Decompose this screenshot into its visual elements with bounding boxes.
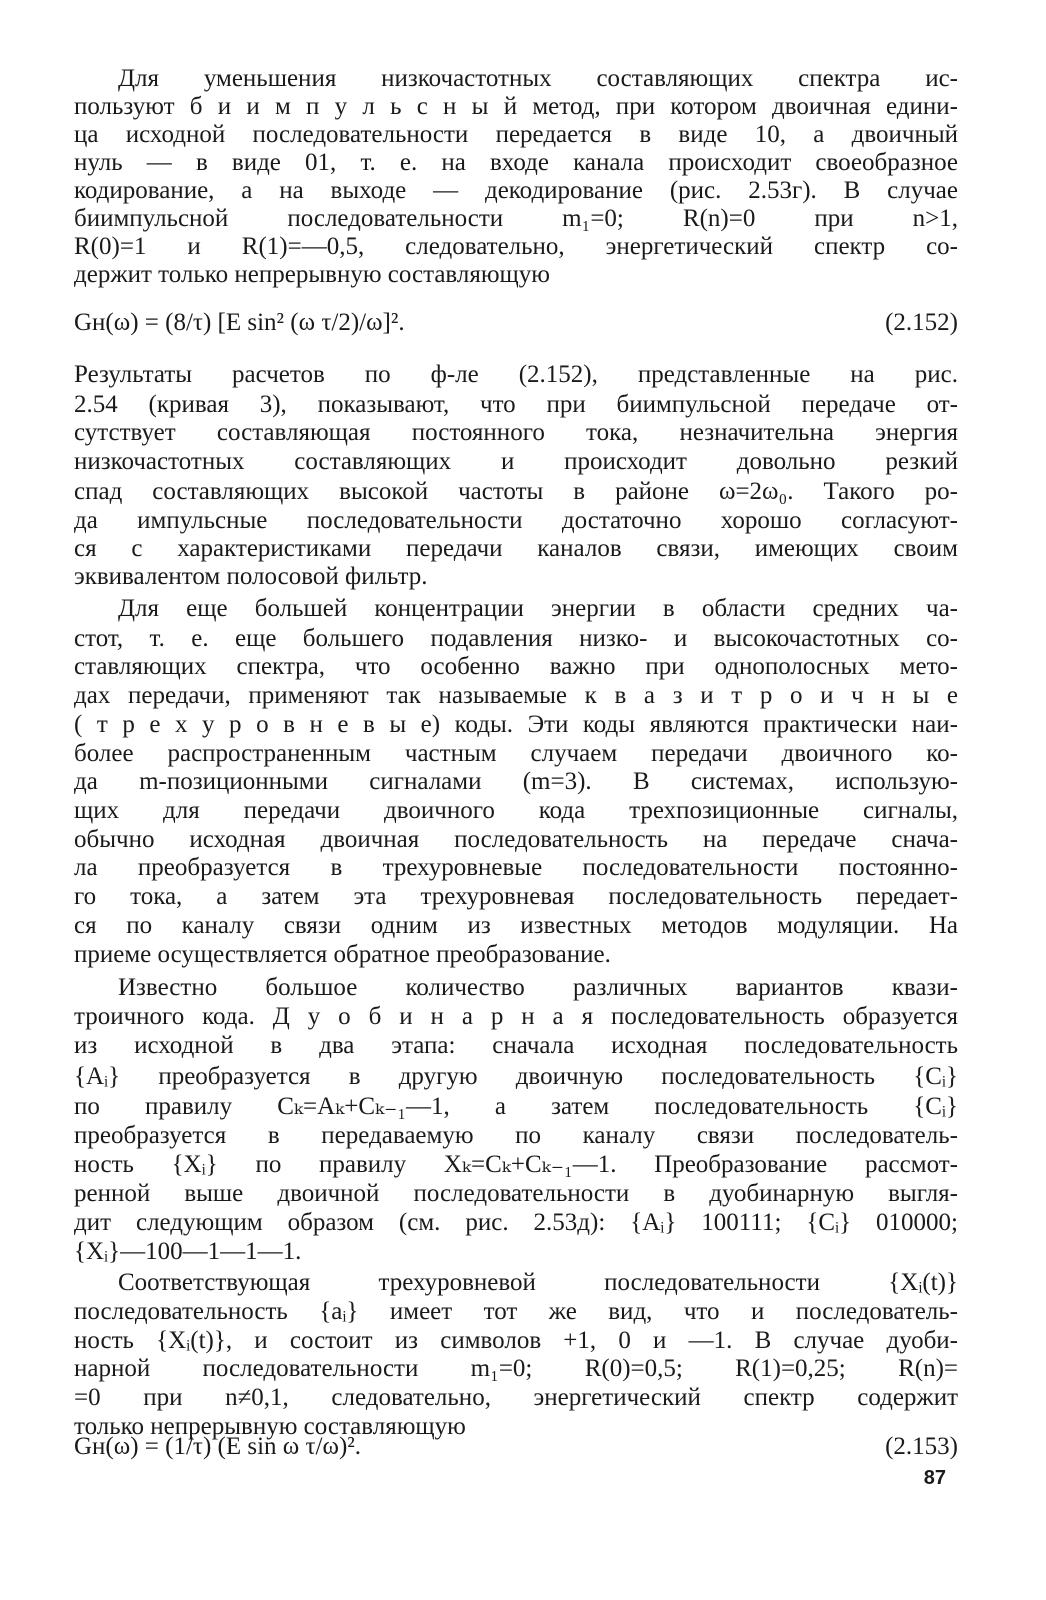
text-line: обычно исходная двоичная последовательность на передаче снача- bbox=[74, 826, 958, 853]
text-line: Для уменьшения низкочастотных составляющих спектра ис- bbox=[118, 65, 958, 92]
text-line: преобразуется в передаваемую по каналу связи последователь- bbox=[74, 1122, 958, 1149]
text-line: ность {Xᵢ(t)}, и состоит из символов +1, 0 и —1. В случае дуоби- bbox=[74, 1327, 958, 1354]
text-line: троичного кода. Д у о б и н а р н а я последовательность образуется bbox=[74, 1003, 958, 1030]
text-line: {Aᵢ} преобразуется в другую двоичную последовательность {Cᵢ} bbox=[74, 1063, 958, 1090]
text-line: го тока, а затем эта трехуровневая последовательность передает- bbox=[74, 883, 958, 910]
text-line: эквивалентом полосовой фильтр. bbox=[74, 563, 428, 590]
formula-line: Gн(ω) = (8/τ) [E sin² (ω τ/2)/ω]². bbox=[74, 309, 405, 336]
formula-line: Gн(ω) = (1/τ) (E sin ω τ/ω)². bbox=[74, 1433, 362, 1460]
text-line: нуль — в виде 01, т. е. на входе канала происходит своеобразное bbox=[74, 149, 958, 176]
text-line: держит только непрерывную составляющую bbox=[74, 261, 550, 288]
text-line: ( т р е х у р о в н е в ы е) коды. Эти коды являются практически наи- bbox=[74, 711, 958, 738]
text-line: ставляющих спектра, что особенно важно при однополосных мето- bbox=[74, 653, 958, 680]
text-line: последовательность {aᵢ} имеет тот же вид, что и последователь- bbox=[74, 1298, 958, 1325]
text-line: R(0)=1 и R(1)=—0,5, следовательно, энергетический спектр со- bbox=[74, 233, 958, 260]
text-line: приеме осуществляется обратное преобразование. bbox=[74, 941, 611, 968]
text-line: стот, т. е. еще большего подавления низко- и высокочастотных со- bbox=[74, 625, 958, 652]
text-line: {Xᵢ}—100—1—1—1. bbox=[74, 1238, 302, 1265]
text-line: ца исходной последовательности передается в виде 10, а двоичный bbox=[74, 121, 958, 148]
text-line: по правилу Cₖ=Aₖ+Cₖ₋₁—1, а затем последовательность {Cᵢ} bbox=[74, 1093, 958, 1120]
text-line: Соответствующая трехуровневой последовательности {Xᵢ(t)} bbox=[118, 1269, 958, 1296]
text-line: пользуют б и и м п у л ь с н ы й метод, при котором двоичная едини- bbox=[74, 93, 958, 120]
text-line: спад составляющих высокой частоты в районе ω=2ω₀. Такого ро- bbox=[74, 478, 958, 505]
text-line: =0 при n≠0,1, следовательно, энергетический спектр содержит bbox=[74, 1384, 958, 1411]
text-line: да импульсные последовательности достаточно хорошо согласуют- bbox=[74, 507, 958, 534]
text-line: Известно большое количество различных вариантов квази- bbox=[118, 974, 958, 1001]
text-line: ла преобразуется в трехуровневые последовательности постоянно- bbox=[74, 854, 958, 881]
text-line: более распространенным частным случаем передачи двоичного ко- bbox=[74, 740, 958, 767]
text-line: нарной последовательности m₁=0; R(0)=0,5; R(1)=0,25; R(n)= bbox=[74, 1355, 958, 1382]
text-line: ность {Xᵢ} по правилу Xₖ=Cₖ+Cₖ₋₁—1. Преобразование рассмот- bbox=[74, 1151, 958, 1178]
text-line: 2.54 (кривая 3), показывают, что при биимпульсной передаче от- bbox=[74, 391, 958, 418]
text-line: щих для передачи двоичного кода трехпозиционные сигналы, bbox=[74, 797, 958, 824]
text-line: низкочастотных составляющих и происходит довольно резкий bbox=[74, 448, 958, 475]
text-line: Для еще большей концентрации энергии в области средних ча- bbox=[118, 595, 958, 622]
equation-number-2-152: (2.152) bbox=[885, 309, 958, 336]
text-line: Результаты расчетов по ф-ле (2.152), представленные на рис. bbox=[74, 361, 958, 388]
text-line: дах передачи, применяют так называемые к в а з и т р о и ч н ы е bbox=[74, 682, 958, 709]
text-line: только непрерывную составляющую bbox=[74, 1413, 466, 1440]
text-line: биимпульсной последовательности m₁=0; R(n)=0 при n>1, bbox=[74, 205, 958, 232]
text-line: да m-позиционными сигналами (m=3). В системах, использую- bbox=[74, 768, 958, 795]
equation-number-2-153: (2.153) bbox=[885, 1433, 958, 1460]
text-line: из исходной в два этапа: сначала исходная последовательность bbox=[74, 1032, 958, 1059]
text-line: ся по каналу связи одним из известных методов модуляции. На bbox=[74, 912, 958, 939]
page-number: 87 bbox=[923, 1467, 946, 1489]
text-line: ся с характеристиками передачи каналов связи, имеющих своим bbox=[74, 535, 958, 562]
text-line: кодирование, а на выходе — декодирование (рис. 2.53г). В случае bbox=[74, 177, 958, 204]
text-line: сутствует составляющая постоянного тока, незначительна энергия bbox=[74, 419, 958, 446]
text-line: ренной выше двоичной последовательности в дуобинарную выгля- bbox=[74, 1180, 958, 1207]
text-line: дит следующим образом (см. рис. 2.53д): {Aᵢ} 100111; {Cᵢ} 010000; bbox=[74, 1209, 958, 1236]
